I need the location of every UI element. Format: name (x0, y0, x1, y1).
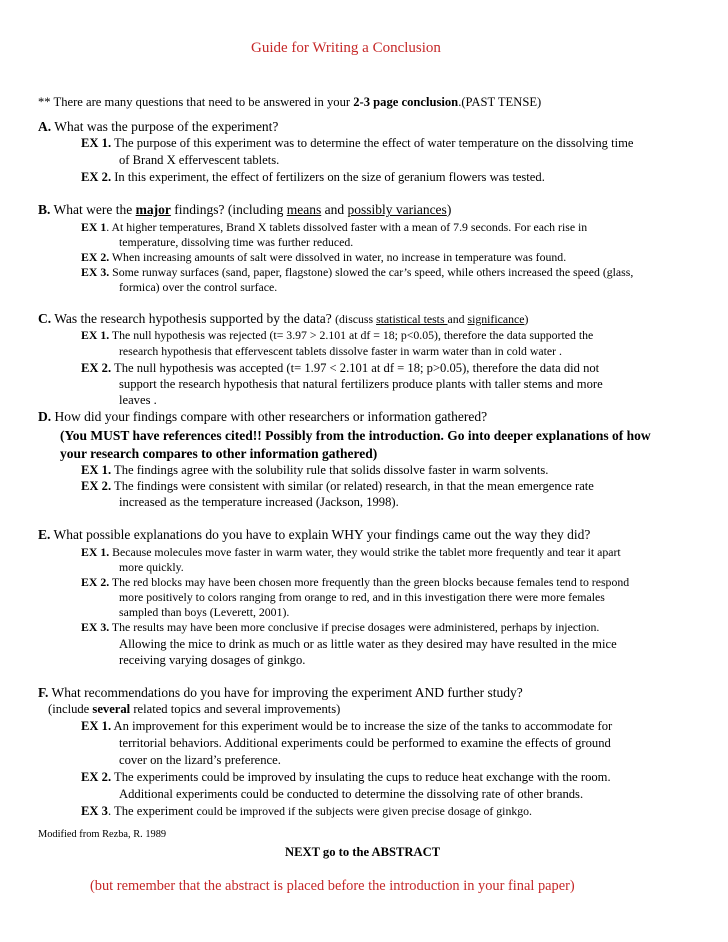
e-ex3-line3: receiving varying dosages of ginkgo. (119, 653, 306, 667)
question-e: E. What possible explanations do you have to explain WHY your findings came out the way they did? (38, 527, 591, 542)
d-references-line1: (You MUST have references cited!! Possibly from the introduction. Go into deeper explanations of how (60, 428, 651, 443)
e-ex2-line3: sampled than boys (Leverett, 2001). (119, 605, 290, 619)
b-ex3-line2: formica) over the control surface. (119, 280, 278, 294)
question-f: F. What recommendations do you have for improving the experiment AND further study? (38, 685, 523, 700)
f-ex1-line2: territorial behaviors. Additional experiments could be performed to examine the effects of ground (119, 736, 611, 750)
b-ex1-line1: EX 1. At higher temperatures, Brand X tablets dissolved faster with a mean of 7.9 seconds. For each rise in (81, 220, 588, 234)
c-ex2-line2: support the research hypothesis that natural fertilizers produce plants with taller stems and more (119, 377, 603, 391)
abstract-reminder: (but remember that the abstract is placed before the introduction in your final paper) (90, 878, 575, 894)
modified-from-note: Modified from Rezba, R. 1989 (38, 829, 167, 840)
d-ex2-line2: increased as the temperature increased (Jackson, 1998). (119, 495, 399, 509)
e-ex2-line1: EX 2. The red blocks may have been chosen more frequently than the green blocks because females tend to respond (81, 575, 630, 589)
f-ex1-line3: cover on the lizard’s preference. (119, 753, 281, 767)
e-ex3-line2: Allowing the mice to drink as much or as little water as they desired may have resulted in the mice (119, 637, 617, 651)
page-title: Guide for Writing a Conclusion (251, 40, 441, 56)
e-ex2-line2: more positively to colors ranging from orange to red, and in this investigation there were more females (119, 590, 605, 604)
c-ex1-line1: EX 1. The null hypothesis was rejected (t= 3.97 > 2.101 at df = 18; p<0.05), therefore the data supported the (81, 328, 594, 342)
intro-line: ** There are many questions that need to be answered in your 2-3 page conclusion.(PAST TENSE) (38, 95, 542, 109)
c-ex1-line2: research hypothesis that effervescent tablets dissolve faster in warm water than in cold water . (119, 344, 562, 358)
b-ex3-line1: EX 3. Some runway surfaces (sand, paper, flagstone) slowed the car’s speed, while others increased the speed (glass, (81, 265, 634, 279)
e-ex1-line2: more quickly. (119, 560, 184, 574)
d-ex1-line1: EX 1. The findings agree with the solubility rule that solids dissolve faster in warm solvents. (81, 463, 549, 477)
b-ex1-line2: temperature, dissolving time was further reduced. (119, 235, 354, 249)
d-ex2-line1: EX 2. The findings were consistent with similar (or related) research, in that the mean emergence rate (81, 479, 594, 493)
e-ex3-line1: EX 3. The results may have been more conclusive if precise dosages were administered, perhaps by injection. (81, 620, 600, 634)
e-ex1-line1: EX 1. Because molecules move faster in warm water, they would strike the tablet more frequently and tear it apart (81, 545, 621, 559)
a-ex1-line1: EX 1. The purpose of this experiment was to determine the effect of water temperature on the dissolving time (81, 136, 634, 150)
f-ex2-line2: Additional experiments could be conducted to determine the dissolving rate of other brands. (119, 787, 584, 801)
f-include-line: (include several related topics and several improvements) (48, 702, 341, 716)
question-b: B. What were the major findings? (including means and possibly variances) (38, 202, 452, 217)
a-ex1-line2: of Brand X effervescent tablets. (119, 153, 280, 167)
f-ex3-line1: EX 3. The experiment could be improved if the subjects were given precise dosage of ginkgo. (81, 804, 533, 818)
a-ex2-line1: EX 2. In this experiment, the effect of fertilizers on the size of geranium flowers was tested. (81, 170, 545, 184)
f-ex1-line1: EX 1. An improvement for this experiment would be to increase the size of the tanks to accommodate for (81, 719, 613, 733)
c-ex2-line1: EX 2. The null hypothesis was accepted (t= 1.97 < 2.101 at df = 18; p>0.05), therefore the data did not (81, 361, 600, 375)
next-step-note: NEXT go to the ABSTRACT (285, 845, 441, 859)
question-a: A. What was the purpose of the experiment? (38, 119, 279, 134)
f-ex2-line1: EX 2. The experiments could be improved by insulating the cups to reduce heat exchange with the room. (81, 770, 611, 784)
c-ex2-line3: leaves . (119, 393, 157, 407)
d-references-line2: your research compares to other information gathered) (60, 446, 378, 461)
question-d: D. How did your findings compare with other researchers or information gathered? (38, 409, 488, 424)
question-c: C. Was the research hypothesis supported by the data? (discuss statistical tests and significance) (38, 311, 529, 326)
b-ex2-line1: EX 2. When increasing amounts of salt were dissolved in water, no increase in temperature was found. (81, 250, 567, 264)
